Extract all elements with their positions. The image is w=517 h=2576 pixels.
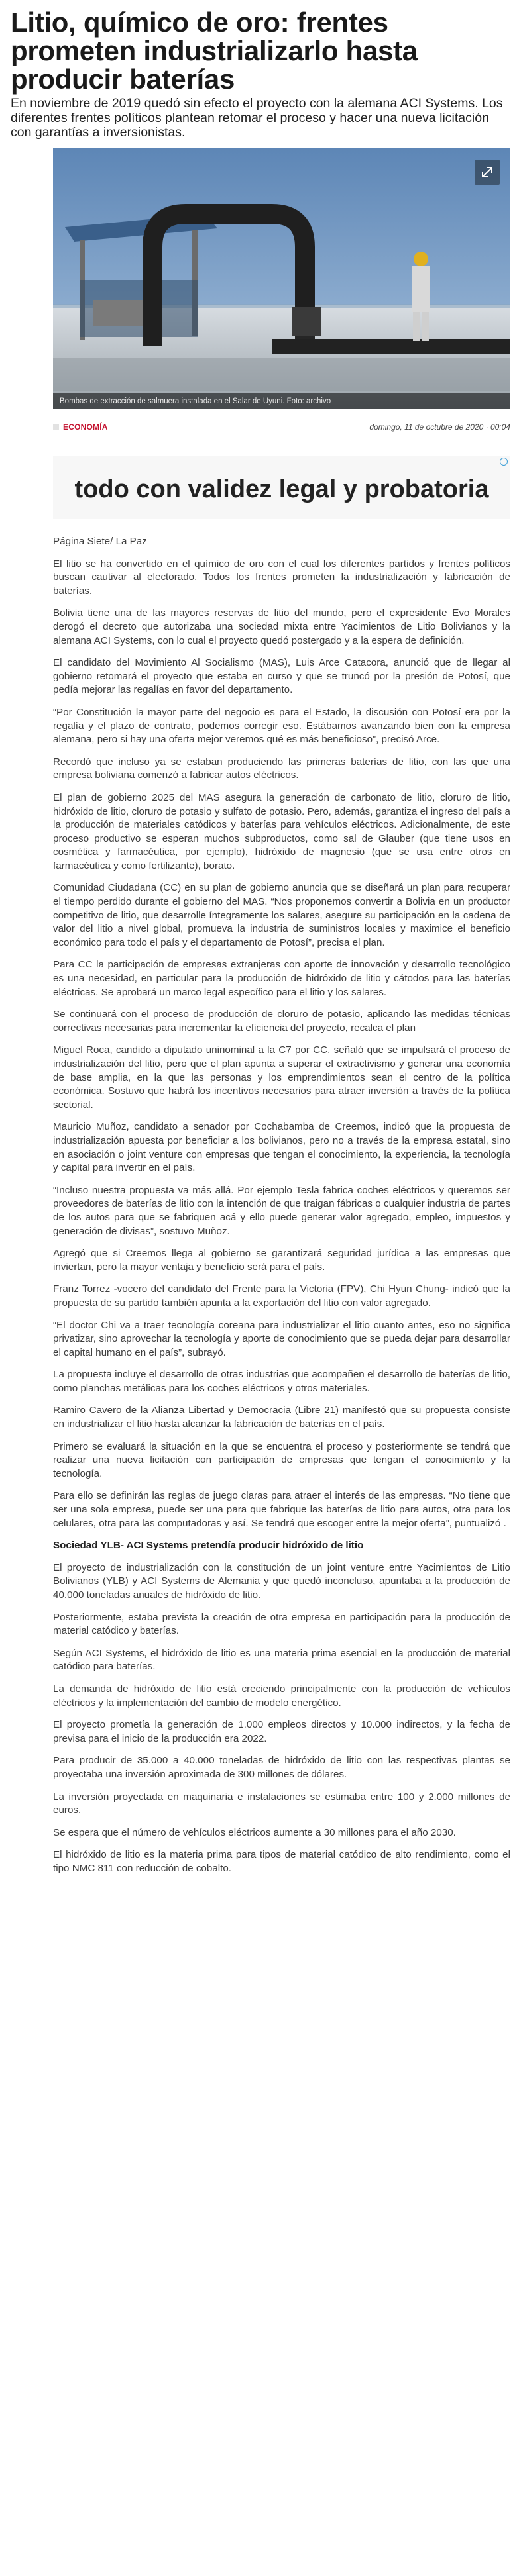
section-tag[interactable] (53, 422, 108, 432)
article-paragraph: Bolivia tiene una de las mayores reservas de litio del mundo, pero el expresidente Evo Morales derogó el decreto que autorizaba una sociedad mixta entre Yacimientos de Litio Bolivianos y la alemana ACI Systems, con lo cual el proyecto quedó postergado y a la espera de definición. (53, 607, 510, 646)
article-paragraph: Para CC la participación de empresas extranjeras con aporte de innovación y desarrollo tecnológico es una necesidad, en particular para la producción de hidróxido de litio y cátodos para las baterías eléctricas. Se aprobará un marco legal específico para el litio y los salares. (53, 959, 510, 998)
article-paragraph: El plan de gobierno 2025 del MAS asegura la generación de carbonato de litio, cloruro de litio, hidróxido de litio, cloruro de potasio y sulfato de potasio. Pero, además, garantiza el ingreso del país a la producción de materiales catódicos y baterías para vehículos eléctricos. Adicionalmente, de este proceso productivo se esperan muchos subproductos, como sal de Glauber (que tiene usos en cosmética y farmacéutica, por ejemplo), hidróxido de magnesio (que se usa entre otros en farmacéutica y como fertilizante), borato. (53, 791, 510, 871)
article-paragraph: Se continuará con el proceso de producción de cloruro de potasio, aplicando las medidas técnicas correctivas necesarias para incrementar la eficiencia del proyecto, recalca el plan (53, 1009, 510, 1034)
article-paragraph: Miguel Roca, candido a diputado uninominal a la C7 por CC, señaló que se impulsará el proceso de industrialización del litio, pero que el plan apunta a superar el extractivismo y generar una economía de base amplia, en la que las personas y los emprendimientos sean el centro de la política económica. Sostuvo que habrá los incentivos necesarios para atraer inversión a través de la política sectorial. (53, 1044, 510, 1111)
expand-icon[interactable] (475, 160, 500, 185)
article-subheading: Sociedad YLB- ACI Systems pretendía producir hidróxido de litio (53, 1540, 364, 1552)
article-paragraph: El proyecto prometía la generación de 1.000 empleos directos y 10.000 indirectos, y la fecha de previsa para el inicio de la producción era 2022. (53, 1719, 510, 1744)
article-paragraph: Franz Torrez -vocero del candidato del Frente para la Victoria (FPV), Chi Hyun Chung- indicó que la propuesta de su partido también apunta a la exportación del litio con valor agregado. (53, 1283, 510, 1309)
article-photo[interactable] (53, 148, 510, 409)
publish-date: domingo, 11 de octubre de 2020 · 00:04 (369, 422, 510, 432)
article-paragraph: El proyecto de industrialización con la constitución de un joint venture entre Yacimientos de Litio Bolivianos (YLB) y ACI Systems de Alemania y que quedó inconcluso, apuntaba a la producción de 40.000 toneladas anuales de hidróxido de litio. (53, 1561, 510, 1601)
article-paragraph: Página Siete/ La Paz (53, 536, 147, 547)
article-paragraph: “Por Constitución la mayor parte del negocio es para el Estado, la discusión con Potosí era por la regalía y el plazo de contrato, podemos corregir eso. Estábamos avanzando bien con la empresa alemana, pero si hay una oferta mejor veremos qué es más beneficioso”, precisó Arce. (53, 706, 510, 746)
ad-text[interactable]: todo con validez legal y probatoria (74, 475, 489, 503)
advertisement-banner[interactable] (53, 456, 510, 519)
article-title: Litio, químico de oro: frentes prometen industrializarlo hasta producir baterías (11, 7, 418, 95)
article-paragraph: El hidróxido de litio es la materia prima para tipos de material catódico de alto rendimiento, como el tipo NMC 811 con reducción de cobalto. (53, 1849, 510, 1874)
article-lead: En noviembre de 2019 quedó sin efecto el proyecto con la alemana ACI Systems. Los diferentes frentes políticos plantean retomar el proceso y hacer una nueva licitación con garantías a inversionistas. (11, 96, 503, 140)
article-paragraph: El litio se ha convertido en el químico de oro con el cual los diferentes partidos y frentes políticos buscan cautivar al electorado. Todos los frentes prometen la industrialización y fabricación de baterías. (53, 558, 510, 597)
article-paragraph: Para ello se definirán las reglas de juego claras para atraer el interés de las empresas. “No tiene que ser una sola empresa, puede ser una para que fabrique las baterías de litio para autos, otra para los celulares, otra para las computadoras y así. Se tendrá que escoger entre la mejor oferta”, puntualizó . (53, 1490, 510, 1529)
article-paragraph: Mauricio Muñoz, candidato a senador por Cochabamba de Creemos, indicó que la propuesta de industrialización apuesta por beneficiar a los bolivianos, pero no a través de la empresa estatal, sino en asociación o joint venture con empresas que tengan el conocimiento, la experiencia, la tecnología y capital para invertir en el país. (53, 1121, 510, 1174)
article-paragraph: El candidato del Movimiento Al Socialismo (MAS), Luis Arce Catacora, anunció que de llegar al gobierno retomará el proyecto que estaba en curso y que se truncó por la presión de Potosí, que pedía mejorar las regalías en favor del departamento. (53, 657, 510, 696)
article-paragraph: La inversión proyectada en maquinaria e instalaciones se estimaba entre 100 y 2.000 millones de euros. (53, 1791, 510, 1816)
photo-caption: Bombas de extracción de salmuera instalada en el Salar de Uyuni. Foto: archivo (53, 393, 510, 409)
article-paragraph: Se espera que el número de vehículos eléctricos aumente a 30 millones para el año 2030. (53, 1826, 456, 1838)
article-paragraph: “El doctor Chi va a traer tecnología coreana para industrializar el litio cuanto antes, eso no significa privatizar, sino aprovechar la tecnología y aporte de conocimiento que se pueda dejar para desarrollar el capital humano en el país”, subrayó. (53, 1319, 510, 1358)
article-paragraph: Posteriormente, estaba prevista la creación de otra empresa en participación para la producción de material catódico y baterías. (53, 1611, 510, 1637)
article-paragraph: Comunidad Ciudadana (CC) en su plan de gobierno anuncia que se diseñará un plan para recuperar el tiempo perdido durante el gobierno del MAS. “Nos proponemos convertir a Bolivia en un productor competitivo de litio, que desarrolle íntegramente los salares, asegure su participación en la cadena de valor del litio a nivel global, promueva la industria de suministros locales y maximice el beneficio económico para todo el país y el departamento de Potosí”, precisa el plan. (53, 882, 510, 948)
article-paragraph: Según ACI Systems, el hidróxido de litio es una materia prima esencial en la producción de material catódico para baterías. (53, 1647, 510, 1673)
article-meta (53, 422, 510, 432)
article-body (53, 535, 510, 1876)
article-paragraph: Primero se evaluará la situación en la que se encuentra el proceso y posteriormente se tendrá que realizar una nueva licitación con participación de empresas que tengan el conocimiento y la tecnología. (53, 1440, 510, 1479)
article-paragraph: Para producir de 35.000 a 40.000 toneladas de hidróxido de litio con las respectivas plantas se proyectaba una inversión aproximada de 300 millones de dólares. (53, 1755, 510, 1780)
article-paragraph: Agregó que si Creemos llega al gobierno se garantizará seguridad jurídica a las empresas que inviertan, pero la mayor ventaja y beneficio será para el país. (53, 1248, 510, 1273)
article-paragraph: La propuesta incluye el desarrollo de otras industrias que acompañen el desarrollo de baterías de litio, como planchas metálicas para los coches eléctricos y otros materiales. (53, 1369, 510, 1394)
section-square-icon (53, 424, 59, 430)
article-paragraph: Ramiro Cavero de la Alianza Libertad y Democracia (Libre 21) manifestó que su propuesta consiste en industrializar el litio hasta alcanzar la fabricación de baterías en el país. (53, 1405, 510, 1430)
article-paragraph: “Incluso nuestra propuesta va más allá. Por ejemplo Tesla fabrica coches eléctricos y queremos ser proveedores de baterías de litio con la intención de que traigan fábricas o cualquier industria de partes de los autos para que se fabriquen acá y ello puede generar valor agregado, empleo, impuestos y generación de divisas”, sostuvo Muñoz. (53, 1184, 510, 1237)
article-paragraph: La demanda de hidróxido de litio está creciendo principalmente con la producción de vehículos eléctricos y la implementación del cambio de modelo energético. (53, 1683, 510, 1709)
photo-illustration (53, 148, 510, 409)
section-label[interactable]: ECONOMÍA (63, 422, 108, 432)
ad-choices-icon[interactable] (500, 458, 508, 466)
article-paragraph: Recordó que incluso ya se estaban produciendo las primeras baterías de litio, con las que una empresa boliviana comenzó a fabricar autos eléctricos. (53, 756, 510, 781)
